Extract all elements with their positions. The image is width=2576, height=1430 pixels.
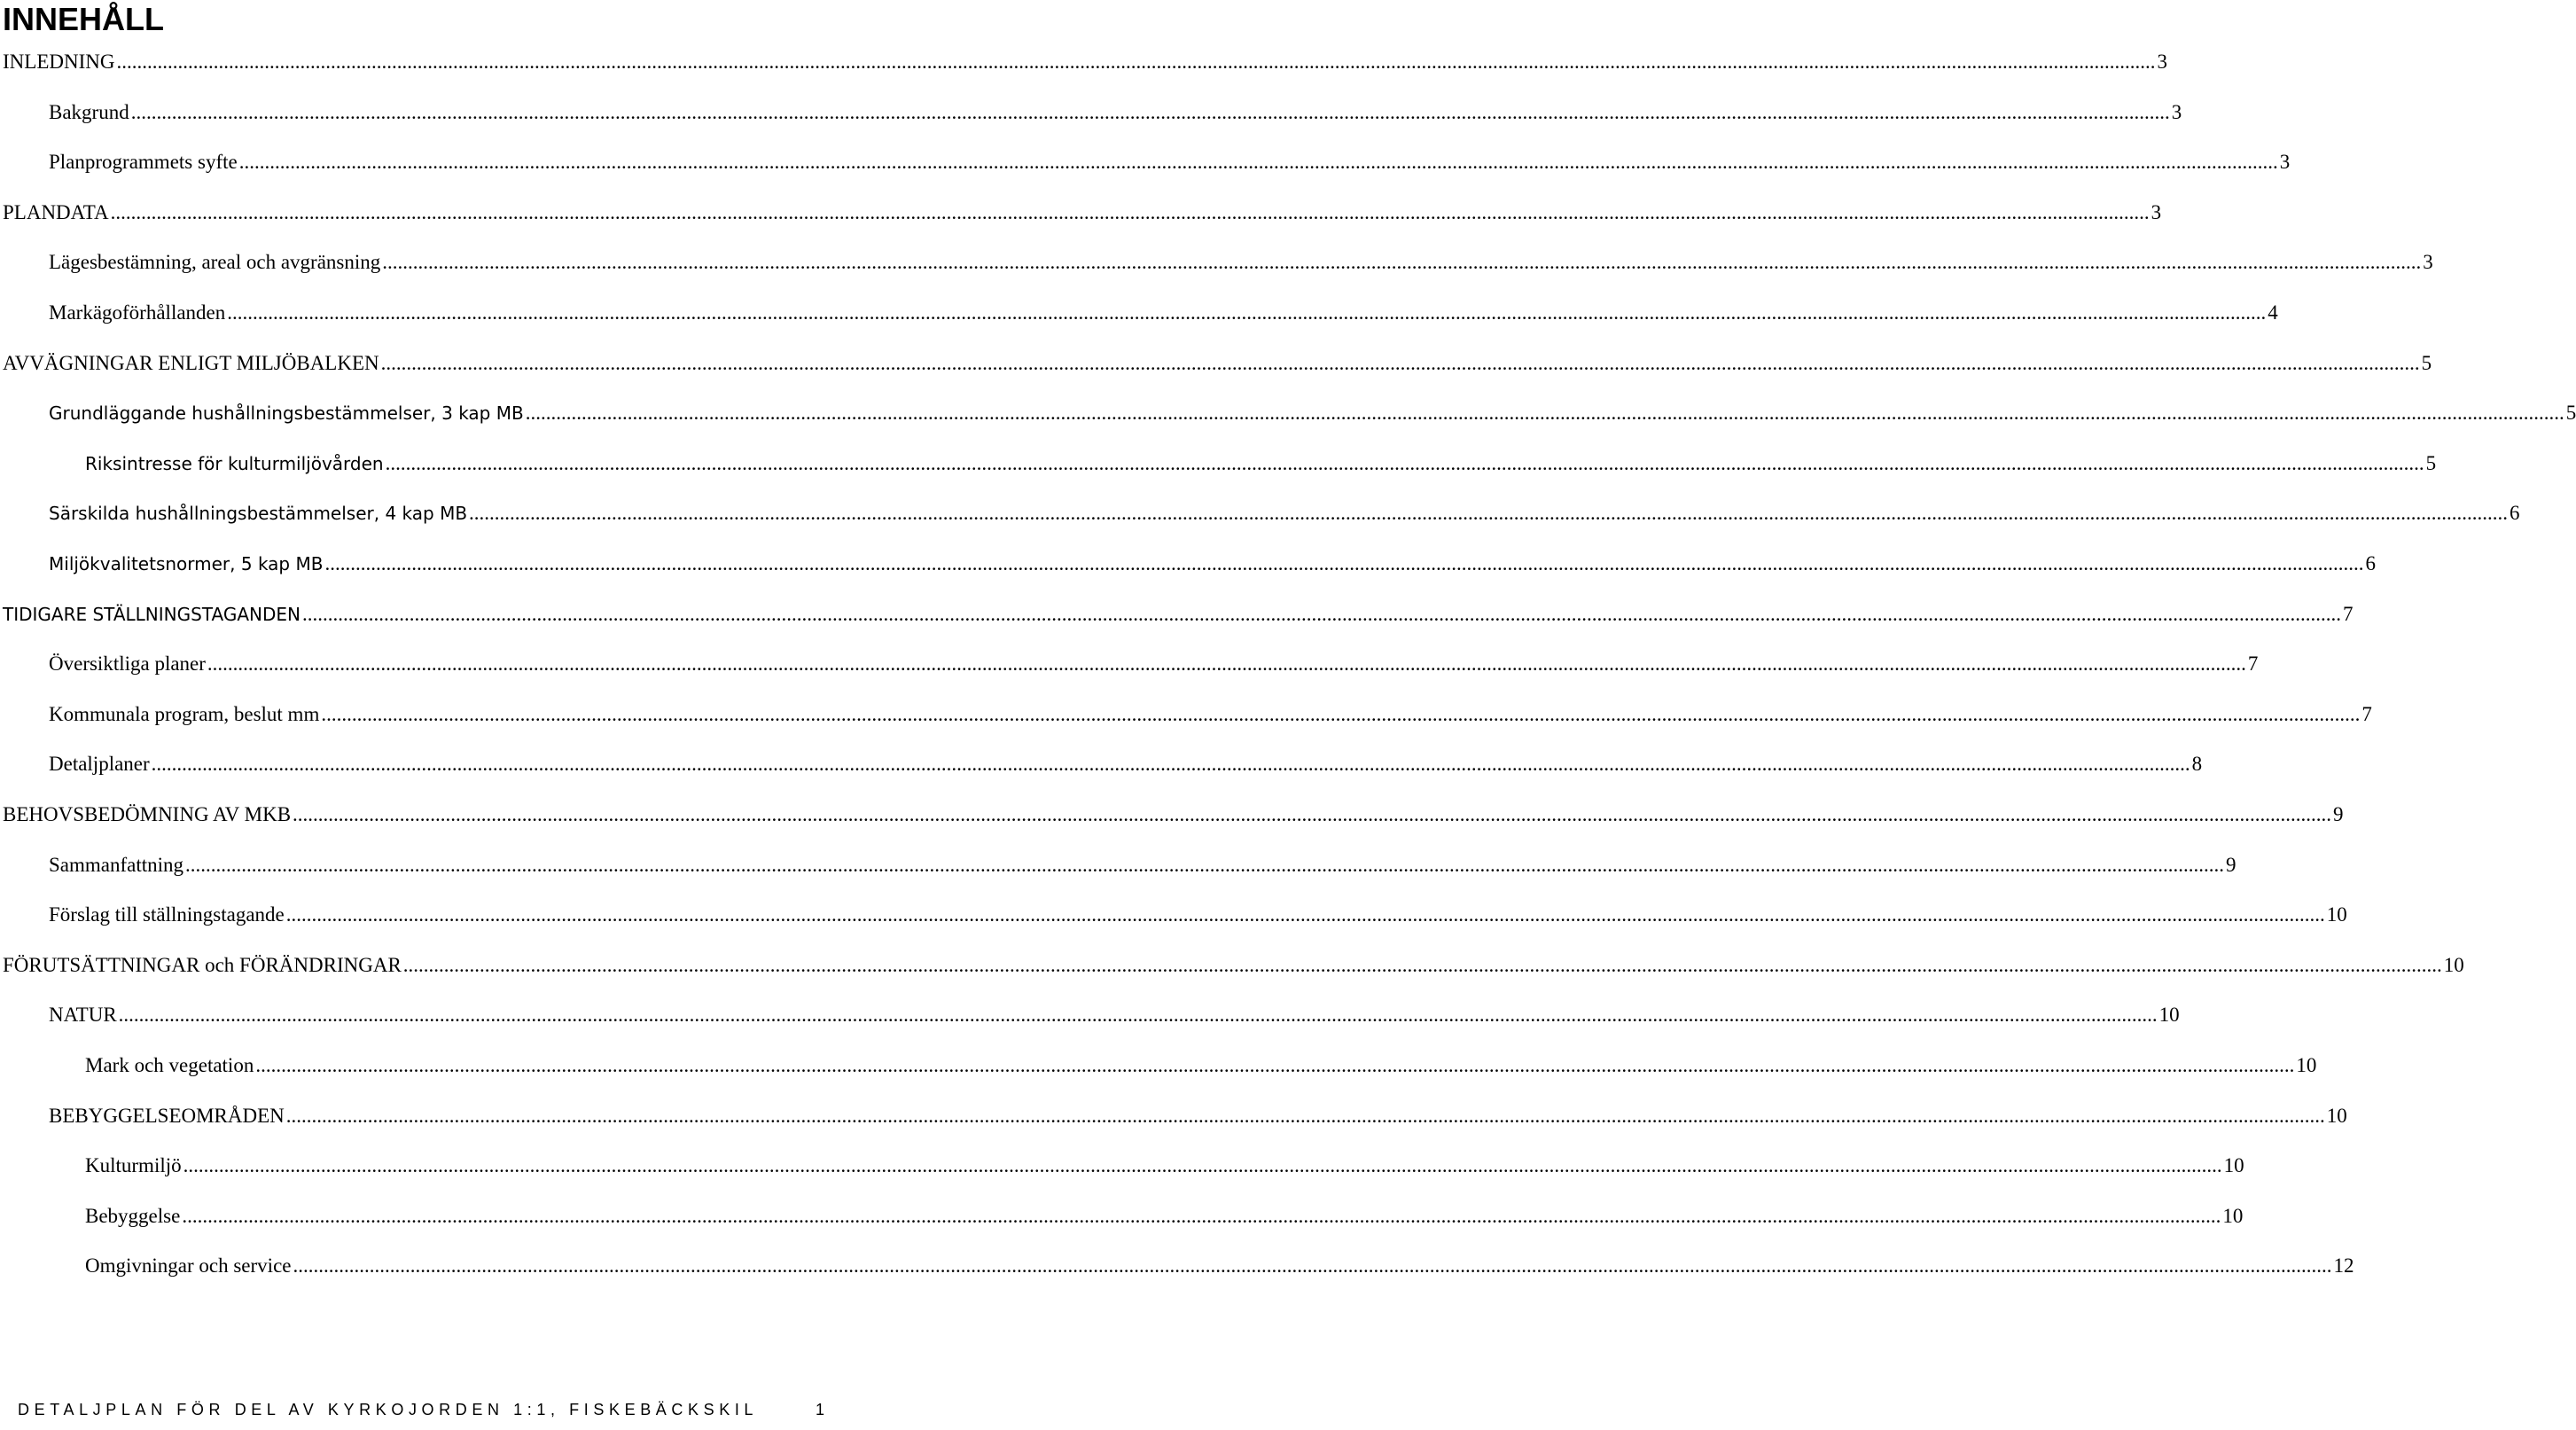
toc-entry[interactable] [85, 1254, 2354, 1306]
toc-entry-title: BEHOVSBEDÖMNING AV MKB [3, 803, 292, 825]
toc-entry-title: Riksintresse för kulturmiljövården [85, 452, 384, 474]
page-footer [18, 1401, 824, 1419]
toc-entry-page-number: 6 [2510, 502, 2520, 525]
toc-dot-leader: ................................................................................................................................................................................................................................................................................................................................................................................................................ [385, 451, 2424, 474]
toc-entry-title: Lägesbestämning, areal och avgränsning [49, 251, 381, 274]
toc-entry-title: Förslag till ställningstagande [49, 903, 285, 926]
toc-entry[interactable] [3, 200, 2162, 253]
toc-entry-title: Bakgrund [49, 100, 129, 123]
toc-entry-title: Detaljplaner [49, 753, 150, 776]
toc-entry[interactable] [49, 151, 2291, 202]
toc-dot-leader: ................................................................................................................................................................................................................................................................................................................................................................................................................ [301, 602, 2341, 625]
toc-entry-title: Miljökvalitetsnormer, 5 kap MB [49, 553, 324, 574]
toc-entry-title: INLEDNING [3, 51, 115, 73]
toc-dot-leader: ................................................................................................................................................................................................................................................................................................................................................................................................................ [116, 51, 2156, 73]
toc-entry[interactable] [85, 1204, 2244, 1256]
toc-entry-page-number: 10 [2222, 1204, 2244, 1227]
toc-entry[interactable] [3, 953, 2464, 1005]
toc-dot-leader: ................................................................................................................................................................................................................................................................................................................................................................................................................ [402, 953, 2442, 976]
toc-dot-leader: ................................................................................................................................................................................................................................................................................................................................................................................................................ [255, 1054, 2295, 1076]
toc-entry-page-number: 10 [2296, 1054, 2317, 1076]
toc-dot-leader: ................................................................................................................................................................................................................................................................................................................................................................................................................ [185, 853, 2225, 876]
toc-entry[interactable] [3, 803, 2344, 855]
toc-entry-page-number: 5 [2421, 351, 2432, 374]
toc-dot-leader: ................................................................................................................................................................................................................................................................................................................................................................................................................ [525, 402, 2564, 425]
toc-entry-title: NATUR [49, 1004, 117, 1027]
toc-entry[interactable] [49, 753, 2203, 804]
toc-entry[interactable] [49, 853, 2236, 905]
toc-entry[interactable] [49, 552, 2376, 604]
toc-entry-title: Särskilda hushållningsbestämmelser, 4 kap MB [49, 503, 468, 525]
toc-entry-page-number: 10 [2326, 903, 2347, 926]
toc-dot-leader: ................................................................................................................................................................................................................................................................................................................................................................................................................ [238, 151, 2278, 174]
toc-entry-title: Kommunala program, beslut mm [49, 702, 320, 725]
toc-entry-title: AVVÄGNINGAR ENLIGT MILJÖBALKEN [3, 351, 379, 374]
toc-entry[interactable] [85, 1054, 2317, 1106]
toc-entry-page-number: 5 [2425, 451, 2437, 474]
toc-entry[interactable] [85, 1154, 2244, 1206]
toc-entry[interactable] [85, 451, 2437, 504]
toc-entry-page-number: 3 [2151, 200, 2162, 223]
toc-entry[interactable] [49, 702, 2372, 754]
toc-entry-page-number: 3 [2157, 51, 2167, 73]
toc-entry[interactable] [49, 1104, 2347, 1156]
toc-entry-page-number: 6 [2365, 552, 2376, 574]
toc-entry-title: Kulturmiljö [85, 1154, 182, 1177]
toc-dot-leader: ................................................................................................................................................................................................................................................................................................................................................................................................................ [227, 301, 2267, 324]
toc-entry[interactable] [3, 51, 2167, 102]
toc-entry[interactable] [49, 251, 2433, 302]
toc-entry-page-number: 3 [2423, 251, 2433, 274]
toc-entry-title: TIDIGARE STÄLLNINGSTAGANDEN [3, 603, 301, 625]
toc-entry[interactable] [49, 301, 2278, 353]
toc-entry-page-number: 3 [2171, 100, 2182, 123]
toc-entry[interactable] [49, 402, 2576, 453]
toc-entry-title: Mark och vegetation [85, 1054, 254, 1076]
toc-entry-title: Omgivningar och service [85, 1254, 292, 1278]
toc-entry-title: PLANDATA [3, 200, 109, 223]
toc-entry-title: Grundläggande hushållningsbestämmelser, 3 kap MB [49, 402, 524, 425]
toc-entry[interactable] [49, 652, 2259, 704]
toc-entry-page-number: 9 [2333, 803, 2344, 825]
toc-entry-title: Markägoförhållanden [49, 301, 226, 324]
toc-entry-page-number: 7 [2247, 652, 2259, 676]
toc-dot-leader: ................................................................................................................................................................................................................................................................................................................................................................................................................ [207, 652, 2246, 676]
toc-dot-leader: ................................................................................................................................................................................................................................................................................................................................................................................................................ [182, 1204, 2221, 1227]
toc-entry-page-number: 10 [2158, 1004, 2180, 1027]
toc-entry-page-number: 3 [2279, 151, 2291, 174]
toc-dot-leader: ................................................................................................................................................................................................................................................................................................................................................................................................................ [118, 1004, 2158, 1027]
toc-entry-title: BEBYGGELSEOMRÅDEN [49, 1104, 285, 1127]
toc-dot-leader: ................................................................................................................................................................................................................................................................................................................................................................................................................ [285, 1104, 2325, 1127]
toc-entry-title: Planprogrammets syfte [49, 151, 238, 174]
toc-entry-page-number: 4 [2268, 301, 2278, 324]
toc-dot-leader: ................................................................................................................................................................................................................................................................................................................................................................................................................ [293, 803, 2332, 825]
toc-dot-leader: ................................................................................................................................................................................................................................................................................................................................................................................................................ [151, 753, 2190, 776]
toc-dot-leader: ................................................................................................................................................................................................................................................................................................................................................................................................................ [324, 552, 2364, 574]
toc-entry-page-number: 9 [2226, 853, 2236, 876]
footer-document-title: DETALJPLAN FÖR DEL AV KYRKOJORDEN 1:1, FISKEBÄCKSKIL [18, 1401, 759, 1418]
toc-dot-leader: ................................................................................................................................................................................................................................................................................................................................................................................................................ [380, 351, 2420, 374]
toc-entry-page-number: 10 [2326, 1104, 2347, 1127]
toc-entry[interactable] [3, 351, 2432, 403]
toc-dot-leader: ................................................................................................................................................................................................................................................................................................................................................................................................................ [321, 702, 2361, 725]
toc-entry-title: FÖRUTSÄTTNINGAR och FÖRÄNDRINGAR [3, 953, 402, 976]
toc-dot-leader: ................................................................................................................................................................................................................................................................................................................................................................................................................ [110, 200, 2150, 223]
toc-entry-title: Bebyggelse [85, 1204, 181, 1227]
toc-entry[interactable] [49, 903, 2347, 955]
toc-entry-page-number: 10 [2223, 1154, 2244, 1177]
toc-dot-leader: ................................................................................................................................................................................................................................................................................................................................................................................................................ [382, 251, 2422, 274]
toc-dot-leader: ................................................................................................................................................................................................................................................................................................................................................................................................................ [285, 903, 2325, 926]
page-heading: INNEHÅLL [3, 1, 164, 37]
toc-entry-title: Översiktliga planer [49, 652, 206, 676]
toc-entry[interactable] [49, 502, 2520, 553]
toc-entry-page-number: 12 [2333, 1254, 2354, 1278]
toc-entry-page-number: 7 [2342, 602, 2354, 625]
toc-entry-page-number: 7 [2361, 702, 2372, 725]
toc-entry[interactable] [49, 1004, 2180, 1055]
toc-entry-page-number: 8 [2191, 753, 2203, 776]
toc-dot-leader: ................................................................................................................................................................................................................................................................................................................................................................................................................ [130, 100, 2170, 123]
toc-dot-leader: ................................................................................................................................................................................................................................................................................................................................................................................................................ [469, 502, 2509, 525]
toc-entry-title: Sammanfattning [49, 853, 184, 876]
toc-dot-leader: ................................................................................................................................................................................................................................................................................................................................................................................................................ [293, 1254, 2332, 1278]
footer-page-number: 1 [815, 1401, 824, 1418]
toc-entry[interactable] [3, 602, 2354, 654]
toc-dot-leader: ................................................................................................................................................................................................................................................................................................................................................................................................................ [183, 1154, 2222, 1177]
toc-entry-page-number: 10 [2443, 953, 2464, 976]
toc-entry-page-number: 5 [2565, 402, 2576, 425]
toc-entry[interactable] [49, 100, 2182, 152]
